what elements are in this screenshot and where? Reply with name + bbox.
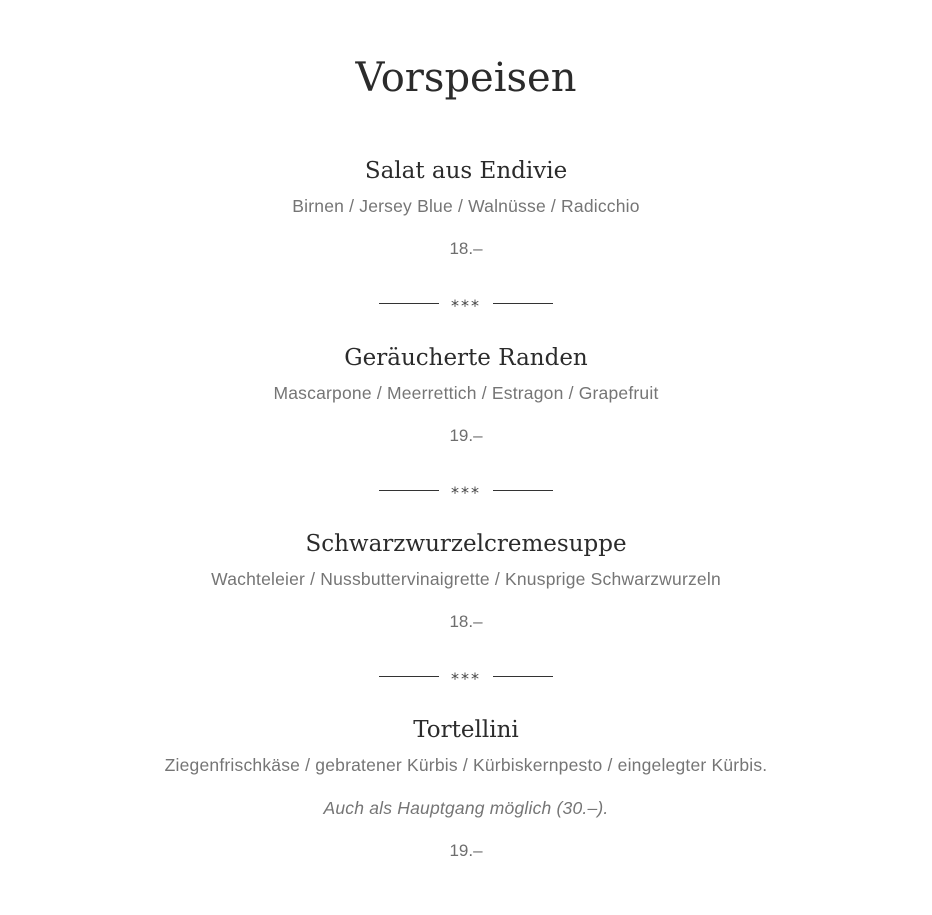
divider-line-left (379, 676, 439, 677)
dish-price: 18.– (449, 612, 483, 631)
dish-item (0, 156, 932, 260)
dish-name: Salat aus Endivie (364, 158, 568, 184)
dish-name: Schwarzwurzelcremesuppe (305, 531, 627, 557)
divider-stars: *** (451, 669, 481, 688)
dish-name: Tortellini (413, 717, 519, 743)
divider-stars: *** (451, 483, 481, 502)
dish-description: Mascarpone / Meerrettich / Estragon / Grapefruit (273, 383, 659, 403)
divider-line-right (493, 303, 553, 304)
dish-item (0, 715, 932, 862)
dish-divider (0, 480, 932, 500)
dish-note: Auch als Hauptgang möglich (30.–). (323, 798, 609, 818)
divider-line-right (493, 676, 553, 677)
divider-line-right (493, 490, 553, 491)
divider-line-left (379, 490, 439, 491)
divider-stars: *** (451, 296, 481, 315)
dish-name: Geräucherte Randen (344, 345, 588, 371)
dish-divider (0, 293, 932, 313)
dish-price: 18.– (449, 239, 483, 258)
dish-price: 19.– (449, 426, 483, 445)
dish-description: Wachteleier / Nussbuttervinaigrette / Knusprige Schwarzwurzeln (211, 569, 721, 589)
dish-description: Birnen / Jersey Blue / Walnüsse / Radicchio (292, 196, 640, 216)
dish-divider (0, 666, 932, 686)
dish-price: 19.– (449, 841, 483, 860)
dish-item (0, 529, 932, 633)
section-title: Vorspeisen (355, 55, 577, 101)
dish-description: Ziegenfrischkäse / gebratener Kürbis / Kürbiskernpesto / eingelegter Kürbis. (164, 755, 768, 775)
divider-line-left (379, 303, 439, 304)
dish-item (0, 343, 932, 447)
